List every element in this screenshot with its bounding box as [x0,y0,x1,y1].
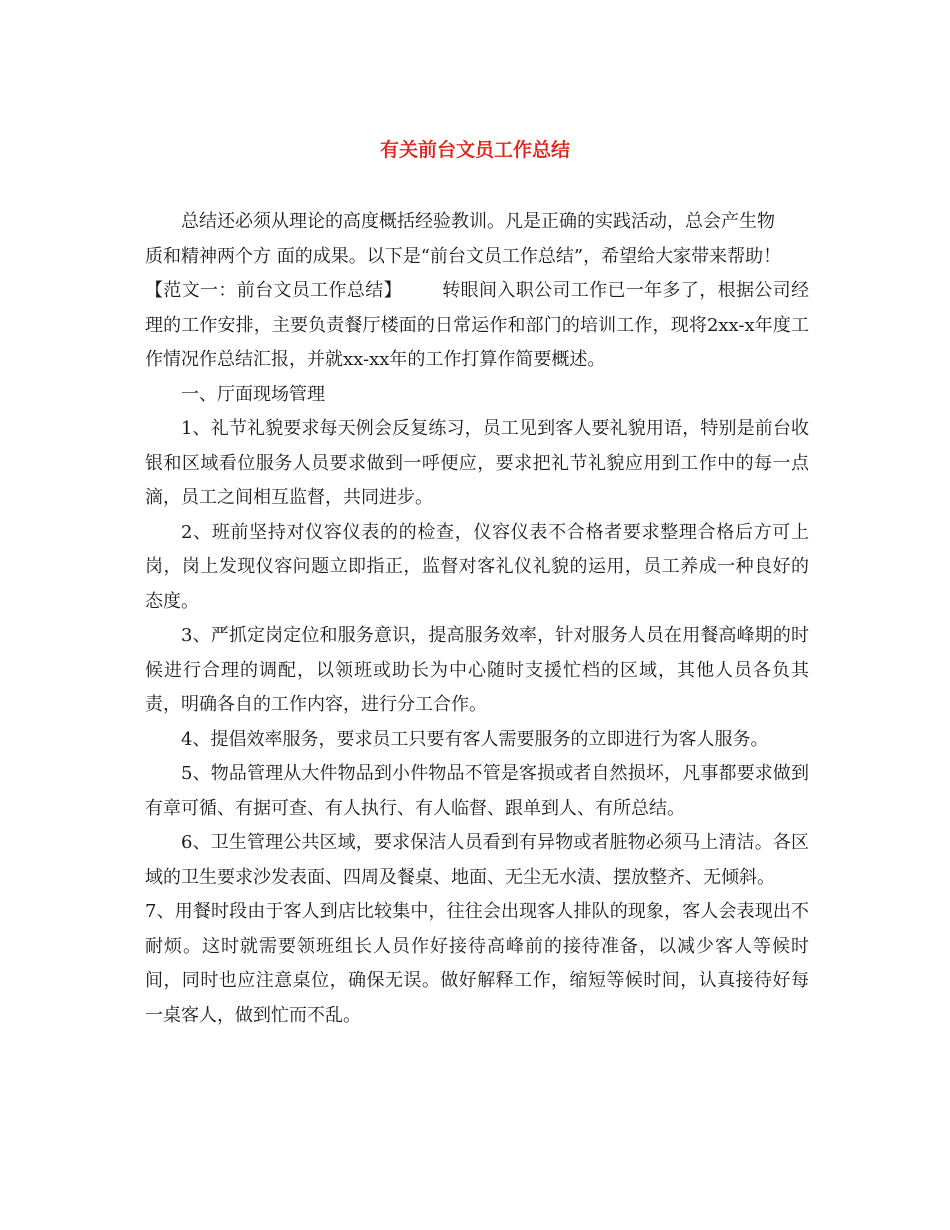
intro-line-1: 总结还必须从理论的高度概括经验教训。凡是正确的实践活动，总会产生物 [181,211,775,232]
intro-line-2: 质和精神两个方 面的成果。以下是“前台文员工作总结”，希望给大家带来帮助！ [145,245,782,267]
list-item-5: 5、物品管理从大件物品到小件物品不管是客损或者自然损坏，凡事都要求做到有章可循、有据可查、有人执行、有人临督、跟单到人、有所总结。 [145,763,809,819]
list-item-4: 4、提倡效率服务，要求员工只要有客人需要服务的立即进行为客人服务。 [181,728,769,750]
section-heading: 一、厅面现场管理 [181,383,325,405]
list-item-2: 2、班前坚持对仪容仪表的的检查，仪容仪表不合格者要求整理合格后方可上岗，岗上发现仪容问题立即指正，监督对客礼仪礼貌的运用，员工养成一种良好的态度。 [145,521,809,612]
sample-paragraph [145,274,809,378]
list-item-7: 7、用餐时段由于客人到店比较集中，往往会出现客人排队的现象，客人会表现出不耐烦。这时就需要领班组长人员作好接待高峰前的接待准备，以减少客人等候时间，同时也应注意桌位，确保无误。做好解释工作，缩短等候时间，认真接待好每一桌客人，做到忙而不乱。 [145,901,809,1026]
list-item-3: 3、严抓定岗定位和服务意识，提高服务效率，针对服务人员在用餐高峰期的时候进行合理的调配，以领班或助长为中心随时支援忙档的区域，其他人员各负其责，明确各自的工作内容，进行分工合作。 [145,625,809,715]
sample-heading: 【范文一：前台文员工作总结】 [145,280,402,301]
document-body [145,205,809,1033]
document-title: 有关前台文员工作总结 [379,139,570,161]
list-item-1: 1、礼节礼貌要求每天例会反复练习，员工见到客人要礼貌用语，特别是前台收银和区域看位服务人员要求做到一呼便应，要求把礼节礼貌应用到工作中的每一点滴，员工之间相互监督，共同进步。 [145,418,809,508]
list-item-6: 6、卫生管理公共区域，要求保洁人员看到有异物或者脏物必须马上清洁。各区域的卫生要求沙发表面、四周及餐桌、地面、无尘无水渍、摆放整齐、无倾斜。 [145,832,809,888]
sample-text: 转眼间入职公司工作已一年多了，根据公司经理的工作安排，主要负责餐厅楼面的日常运作和部门的培训工作，现将2xx-x年度工作情况作总结汇报，并就xx-xx年的工作打算作简要概述。 [145,280,810,370]
